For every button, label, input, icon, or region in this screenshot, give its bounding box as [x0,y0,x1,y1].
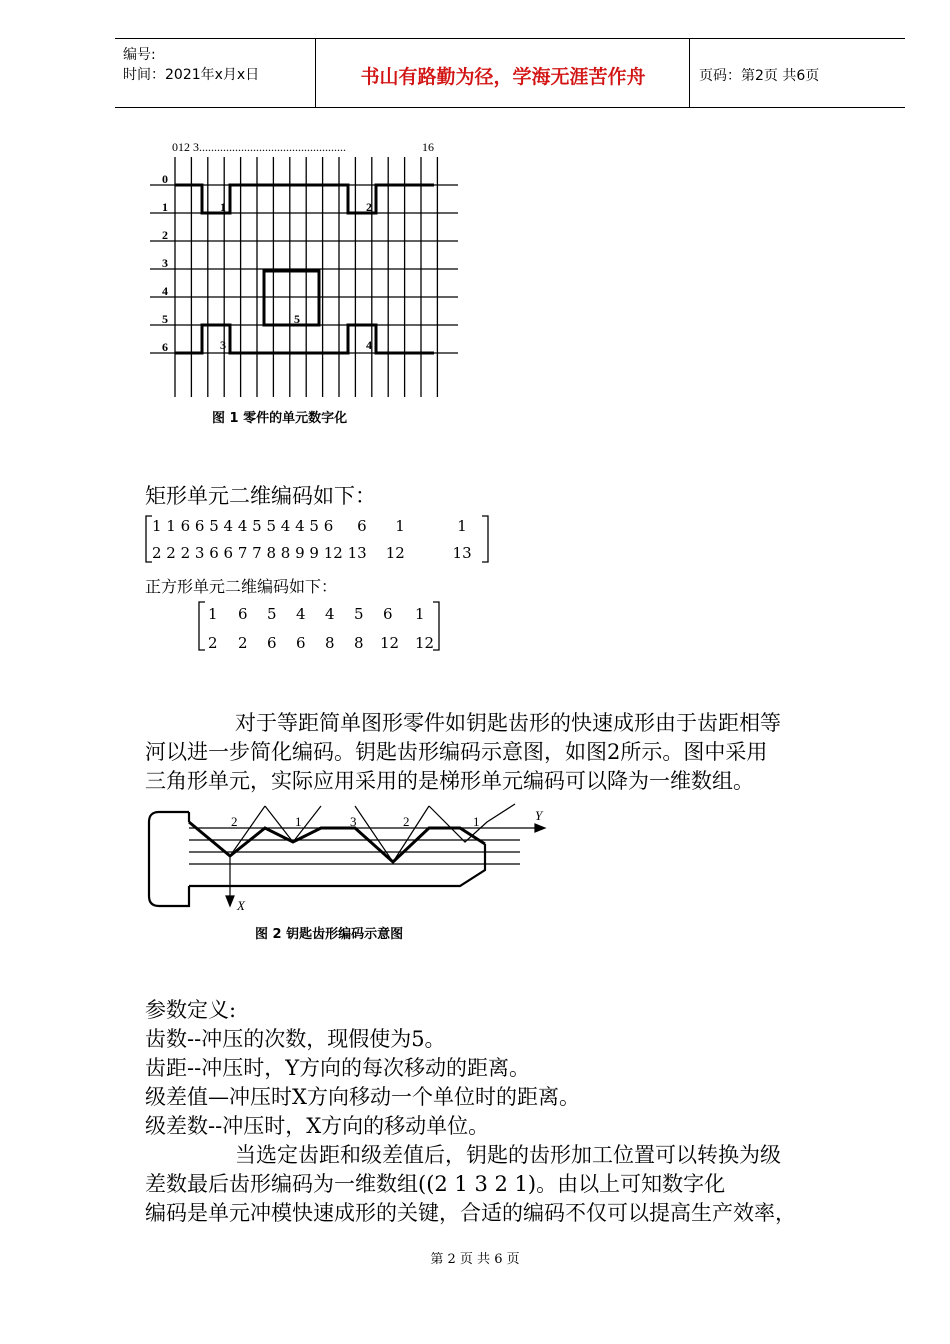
y-axis-arrow [535,824,545,832]
matrix-cell: 6 [383,605,393,623]
header-motto: 书山有路勤为径，学海无涯苦作舟 [360,66,646,88]
matrix-cell: 12 [380,634,400,652]
paragraph2-line: 编码是单元冲模快速成形的关键，合适的编码不仅可以提高生产效率， [145,1201,796,1225]
cell-label: 3 [220,338,226,352]
tooth-label: 2 [403,814,410,829]
matrix-cell: 1 [208,605,218,623]
paragraph2-line: 当选定齿距和级差值后，钥匙的齿形加工位置可以转换为级 [235,1143,781,1167]
cell-label: 5 [294,312,300,326]
figure2-key-diagram [145,800,565,948]
tooth-guide [265,806,321,842]
cell-label: 1 [220,200,226,214]
top-axis-label: 012 3 [172,140,199,154]
rect-matrix-title: 矩形单元二维编码如下： [145,484,376,508]
matrix-cell: 8 [325,634,335,652]
figure1-grid-diagram [140,135,470,430]
square-matrix-brackets [195,600,445,656]
row-label: 5 [162,312,168,326]
tooth-label: 1 [295,814,302,829]
header-divider [689,38,690,108]
x-axis-arrow [226,896,234,906]
square-matrix-title: 正方形单元二维编码如下： [145,577,338,596]
matrix-cell: 4 [296,605,306,623]
matrix-cell: 2 [238,634,248,652]
row-label: 6 [162,340,168,354]
paragraph1-line: 对于等距简单图形零件如钥匙齿形的快速成形由于齿距相等 [235,711,781,735]
row-label: 2 [162,228,168,242]
doc-number: 编号: [123,47,156,63]
doc-time: 时间：2021年x月x日 [123,67,260,83]
paragraph1-line: 三角形单元，实际应用采用的是梯形单元编码可以降为一维数组。 [145,769,754,793]
upper-profile-line [175,185,434,213]
matrix-cell: 4 [325,605,335,623]
matrix-cell: 6 [267,634,277,652]
matrix-cell: 5 [354,605,364,623]
page-header [115,38,905,108]
cell-label: 2 [366,200,372,214]
paragraph2-line: 差数最后齿形编码为一维数组((2 1 3 2 1)。由以上可知数字化 [145,1172,726,1196]
params-title: 参数定义: [145,998,237,1022]
page-footer: 第 2 页 共 6 页 [430,1252,520,1267]
page-info: 页码：第2页 共6页 [699,68,820,84]
y-axis-label: Y [535,808,543,823]
paragraph1-line: 河以进一步简化编码。钥匙齿形编码示意图，如图2所示。图中采用 [145,740,768,764]
lower-profile-line [175,325,434,353]
top-axis-end-label: 16 [422,140,434,154]
matrix-cell: 6 [296,634,306,652]
x-axis-label: X [237,898,245,913]
rect-matrix-row1: 1 1 6 6 5 4 4 5 5 4 4 5 6 6 1 1 [152,517,467,535]
top-axis-dots: ................................................. [199,140,346,154]
cell-label: 4 [366,338,372,352]
tooth-label: 2 [231,814,238,829]
param-line: 级差值—冲压时X方向移动一个单位时的距离。 [145,1085,580,1109]
header-bottom-rule [115,107,905,108]
tooth-label: 1 [473,814,480,829]
row-label: 4 [162,284,168,298]
matrix-cell: 2 [208,634,218,652]
figure2-caption: 图 2 钥匙齿形编码示意图 [255,927,404,942]
matrix-cell: 6 [238,605,248,623]
center-square-cell [264,271,319,325]
param-line: 齿距--冲压时，Y方向的每次移动的距离。 [145,1056,531,1080]
matrix-cell: 1 [415,605,425,623]
rect-matrix-row2: 2 2 2 3 6 6 7 7 8 8 9 9 12 13 12 13 [152,544,472,562]
matrix-cell: 5 [267,605,277,623]
row-label: 0 [162,172,168,186]
tooth-label: 3 [350,814,357,829]
matrix-cell: 12 [415,634,435,652]
header-top-rule [115,38,905,39]
row-label: 3 [162,256,168,270]
matrix-cell: 8 [354,634,364,652]
figure1-caption: 图 1 零件的单元数字化 [212,411,348,426]
key-head [149,812,189,906]
row-label: 1 [162,200,168,214]
param-line: 齿数--冲压的次数，现假使为5。 [145,1027,446,1051]
header-divider [315,38,316,108]
param-line: 级差数--冲压时，X方向的移动单位。 [145,1114,490,1138]
tooth-guide [355,806,429,862]
